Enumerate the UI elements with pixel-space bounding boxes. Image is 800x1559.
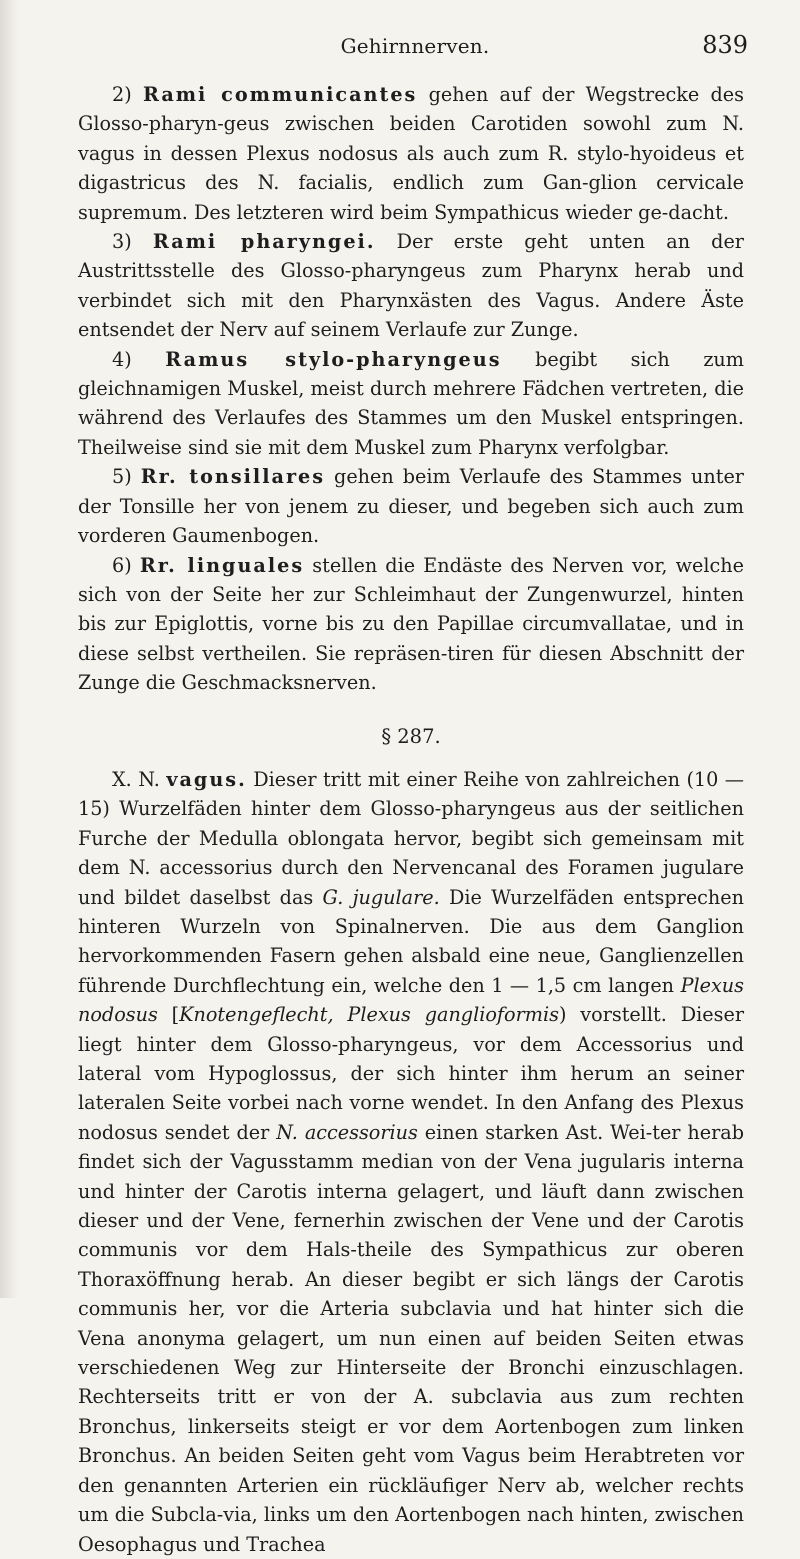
running-head <box>82 31 748 68</box>
paragraph-rami-pharyngei <box>78 227 744 345</box>
paragraph-ramus-stylo-pharyngeus <box>78 345 744 463</box>
item-term: Rr. linguales <box>139 553 305 577</box>
item-text: stellen die Endäste des Nerven vor, welche sich von der Seite her zur Schleimhaut der Zungenwurzel, hinten bis zur Epiglottis, vorne bis zu den Papillae circumvallatae, und in diese selbst vertheilen. Sie repräsen-tiren für diesen Abschnitt der Zunge die Geschmacksnerven. <box>78 553 744 695</box>
italic-term: N. accessorius <box>276 1120 418 1144</box>
body-text <box>78 80 744 1559</box>
item-number: 5) <box>112 465 132 489</box>
italic-term: Plexus nodosus <box>78 973 744 1027</box>
item-number: 4) <box>112 347 132 371</box>
item-text: Der erste geht unten an der Austrittsstelle des Glosso-pharyngeus zum Pharynx herab und verbindet sich mit den Pharynxästen des Vagus. Andere Äste entsendet der Nerv auf seinem Verlaufe zur Zunge. <box>78 230 744 342</box>
item-number: 6) <box>112 553 132 577</box>
item-term: Rami communicantes <box>142 83 418 106</box>
item-number: 3) <box>112 230 132 254</box>
section-heading: § 287. <box>381 724 441 748</box>
paragraph-rr-tonsillares <box>78 462 744 550</box>
item-term: Ramus stylo-pharyngeus <box>165 347 502 371</box>
item-text: begibt sich zum gleichnamigen Muskel, meist durch mehrere Fädchen vertreten, die während des Verlaufes des Stammes um den Muskel entspringen. Theilweise sind sie mit dem Muskel zum Pharynx verfolgbar. <box>78 347 744 459</box>
paragraph-rr-linguales <box>78 551 744 698</box>
item-term: Rami pharyngei. <box>152 230 376 254</box>
section-text: ) vorstellt. Dieser liegt hinter dem Glosso-pharyngeus, vor dem Accessorius und lateral vom Hypoglossus, der sich hinter ihm herum an seiner lateralen Seite vorbei nach vorne wendet. In den Anfang des Plexus nodosus sendet der <box>78 1003 744 1144</box>
item-term: Rr. tonsillares <box>140 465 326 489</box>
italic-term: G. jugulare. <box>322 885 440 909</box>
section-text: [ <box>157 1003 180 1027</box>
section-text: Die Wurzelfäden entsprechen hinteren Wurzeln von Spinalnerven. Die aus dem Ganglion hervorkommenden Fasern gehen alsbald eine neue, Ganglienzellen führende Durchflechtung ein, welche den 1 — 1,5 cm langen <box>78 885 744 997</box>
page-number: 839 <box>702 31 748 59</box>
section-text: einen starken Ast. Wei-ter herab findet sich der Vagusstamm median von der Vena jugularis interna und hinter der Carotis interna gelagert, und läuft dann zwischen dieser und der Vene, fernerhin zwischen der Vene und der Carotis communis vor dem Hals-theile des Sympathicus zur oberen Thoraxöffnung herab. An dieser begibt er sich längs der Carotis communis her, vor die Arteria subclavia und hat hinter sich die Vena anonyma gelagert, um nun einen auf beiden Seiten etwas verschiedenen Weg zur Hinterseite der Bronchi einzuschlagen. Rechterseits tritt er von der A. subclavia aus zum rechten Bronchus, linkerseits steigt er vor dem Aortenbogen zum linken Bronchus. An beiden Seiten geht vom Vagus beim Herabtreten vor den genannten Arterien ein rückläufiger Nerv ab, welcher rechts um die Subcla-via, links um den Aortenbogen nach hinten, zwischen Oesophagus und Trachea <box>78 1120 744 1556</box>
item-text: gehen auf der Wegstrecke des Glosso-pharyn-geus zwischen beiden Carotiden sowohl zum N. vagus in dessen Plexus nodosus als auch zum R. stylo-hyoideus et digastricus des N. facialis, endlich zum Gan-glion cervicale supremum. Des letzteren wird beim Sympathicus wieder ge-dacht. <box>78 83 744 224</box>
page-binding-shadow <box>0 0 18 1298</box>
italic-term: Knotengeflecht, Plexus ganglioformis <box>179 1003 559 1027</box>
paragraph-rami-communicantes <box>78 80 744 227</box>
section-lead-term: vagus. <box>166 767 247 791</box>
section-lead-number: X. N. <box>112 767 160 791</box>
paragraph-n-vagus <box>78 765 744 1559</box>
item-number: 2) <box>112 83 132 106</box>
section-text: Dieser tritt mit einer Reihe von zahlreichen (10 — 15) Wurzelfäden hinter dem Glosso-pharyngeus aus der seitlichen Furche der Medulla oblongata hervor, begibt sich gemeinsam mit dem N. accessorius durch den Nervencanal des Foramen jugulare und bildet daselbst das <box>78 767 744 909</box>
running-title: Gehirnnerven. <box>340 34 490 58</box>
item-text: gehen beim Verlaufe des Stammes unter der Tonsille her von jenem zu dieser, und begeben sich auch zum vorderen Gaumenbogen. <box>78 465 744 548</box>
